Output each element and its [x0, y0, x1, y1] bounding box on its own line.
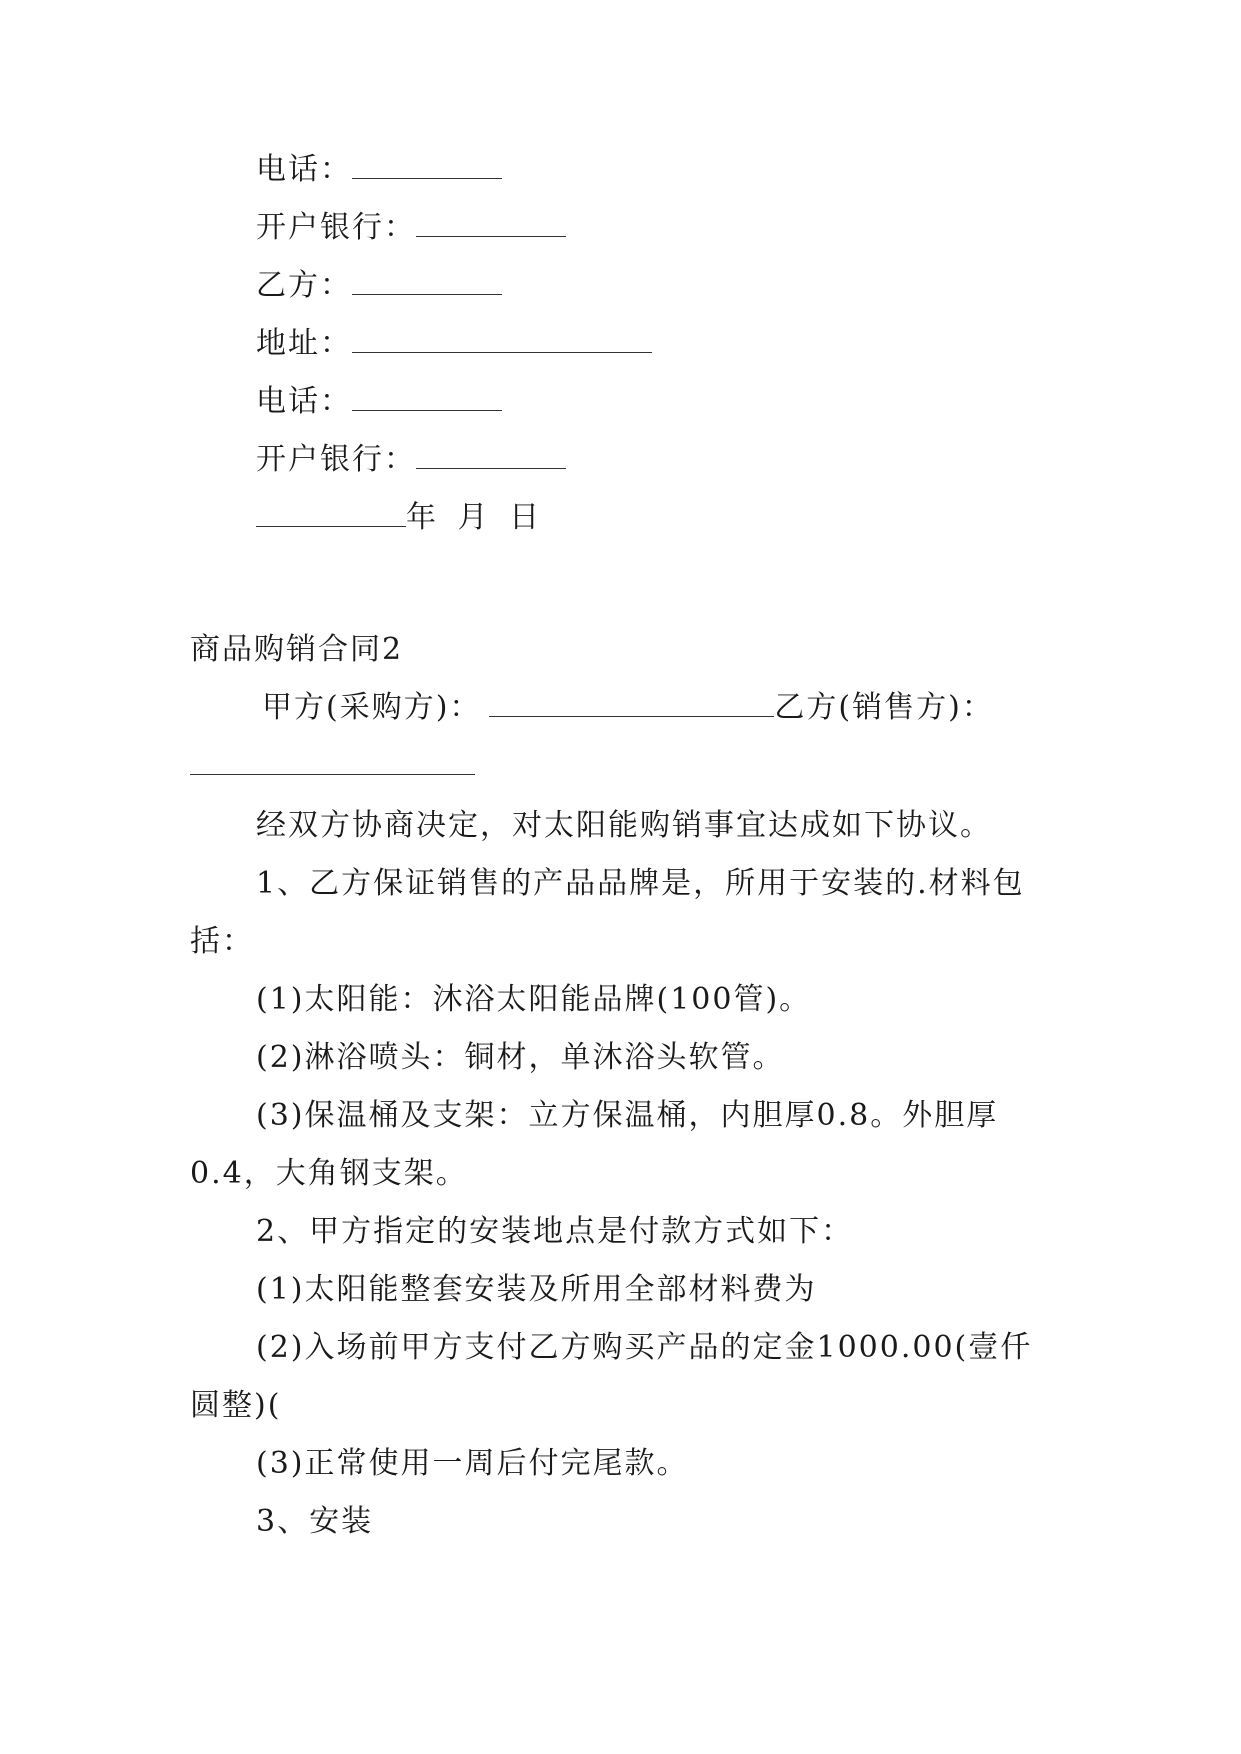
date-row [256, 498, 545, 538]
party-b-bank-row [256, 440, 566, 480]
party-b-blank[interactable] [352, 270, 502, 295]
date-day: 日 [509, 500, 546, 535]
buyer-seller-row [262, 688, 994, 728]
clause1-line2: 括： [190, 924, 254, 959]
party-a-phone-label: 电话： [256, 152, 352, 187]
item2-text: (2)淋浴喷头：铜材，单沐浴头软管。 [256, 1040, 785, 1075]
intro-text: 经双方协商决定，对太阳能购销事宜达成如下协议。 [256, 808, 992, 843]
party-b-address-label: 地址： [256, 326, 352, 361]
item3-line1: (3)保温桶及支架：立方保温桶，内胆厚0.8。外胆厚 [256, 1098, 999, 1133]
party-b-address-blank[interactable] [352, 328, 652, 353]
date-blank[interactable] [256, 502, 406, 527]
party-a-phone-row [256, 150, 502, 190]
seller-blank-row [190, 746, 475, 786]
party-b-label: 乙方： [256, 268, 352, 303]
buyer-blank[interactable] [489, 692, 774, 717]
date-month: 月 [457, 500, 494, 535]
buyer-label: 甲方(采购方)： [262, 690, 482, 725]
item3-line2: 0.4，大角钢支架。 [190, 1156, 468, 1191]
party-b-bank-label: 开户银行： [256, 442, 416, 477]
party-a-phone-blank[interactable] [352, 154, 502, 179]
item1-text: (1)太阳能：沐浴太阳能品牌(100管)。 [256, 982, 812, 1017]
party-b-address-row [256, 324, 652, 364]
party-b-row [256, 266, 502, 306]
party-a-bank-row [256, 208, 566, 248]
seller-blank[interactable] [190, 750, 475, 775]
date-year: 年 [406, 500, 442, 535]
party-a-bank-label: 开户银行： [256, 210, 416, 245]
clause1-line1: 1、乙方保证销售的产品品牌是，所用于安装的.材料包 [256, 866, 1025, 901]
clause2-text: 2、甲方指定的安装地点是付款方式如下： [256, 1214, 854, 1249]
clause3-text: 3、安装 [256, 1504, 374, 1539]
pay2-line2: 圆整)( [190, 1388, 282, 1423]
party-a-bank-blank[interactable] [416, 212, 566, 237]
party-b-phone-row [256, 382, 502, 422]
pay3-text: (3)正常使用一周后付完尾款。 [256, 1446, 689, 1481]
pay2-line1: (2)入场前甲方支付乙方购买产品的定金1000.00(壹仟 [256, 1330, 1033, 1365]
party-b-phone-blank[interactable] [352, 386, 502, 411]
pay1-text: (1)太阳能整套安装及所用全部材料费为 [256, 1272, 817, 1307]
party-b-phone-label: 电话： [256, 384, 352, 419]
contract-title: 商品购销合同2 [190, 632, 404, 667]
party-b-bank-blank[interactable] [416, 444, 566, 469]
seller-label: 乙方(销售方)： [774, 690, 994, 725]
